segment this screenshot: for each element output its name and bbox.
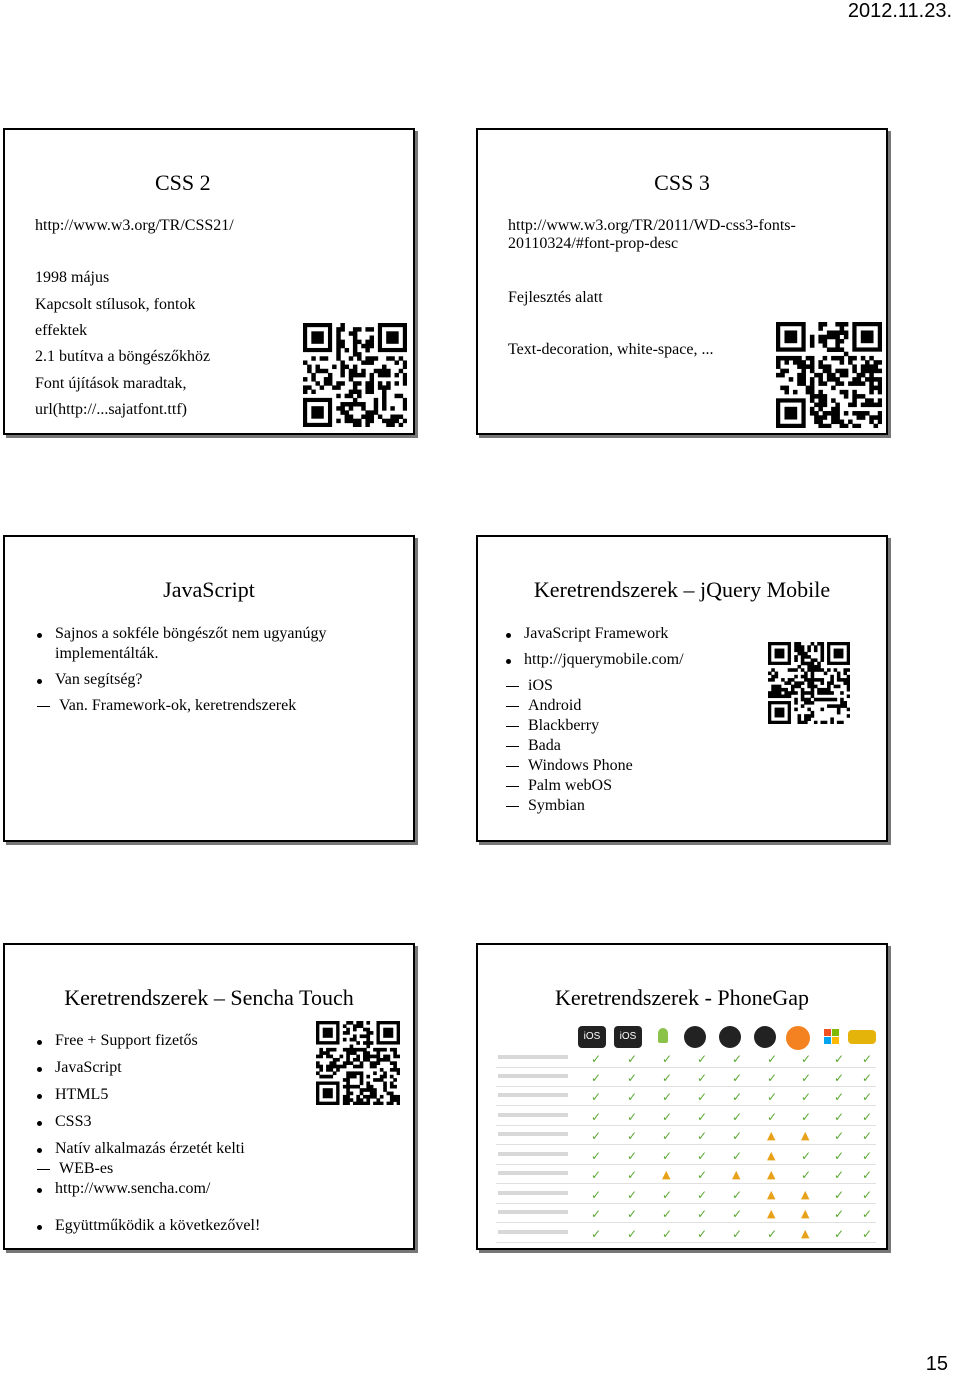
text-line: Font újítások maradtak, (35, 375, 187, 392)
check-icon: ✓ (627, 1188, 638, 1202)
platform-item: iOS (504, 676, 684, 696)
check-icon: ✓ (591, 1188, 602, 1202)
table-row (496, 1242, 876, 1243)
slide-css2 (3, 128, 415, 435)
text-line: effektek (35, 322, 88, 339)
check-icon: ✓ (801, 1110, 812, 1124)
check-icon: ✓ (862, 1188, 873, 1202)
list-item: implementálták. (55, 645, 159, 662)
check-icon: ✓ (862, 1227, 873, 1241)
platform-item: Symbian (504, 796, 684, 816)
qr-code (303, 323, 407, 427)
table-row (496, 1125, 876, 1126)
table-row (496, 1105, 876, 1106)
windows-icon (818, 1026, 846, 1048)
check-icon: ✓ (767, 1071, 778, 1085)
check-icon: ✓ (627, 1227, 638, 1241)
slide-sencha-touch (3, 943, 415, 1250)
ios-logo: iOS (578, 1026, 606, 1048)
platform-item: Palm webOS (504, 776, 684, 796)
check-icon: ✓ (732, 1110, 743, 1124)
slide-title: CSS 3 (654, 170, 710, 195)
check-icon: ✓ (834, 1129, 845, 1143)
list-item: JavaScript (35, 1058, 260, 1078)
check-icon: ✓ (697, 1090, 708, 1104)
row-label (498, 1230, 568, 1234)
warning-icon: ▲ (767, 1207, 776, 1220)
slide-title: CSS 2 (155, 170, 211, 195)
check-icon: ✓ (591, 1227, 602, 1241)
check-icon: ✓ (862, 1052, 873, 1066)
check-icon: ✓ (732, 1207, 743, 1221)
check-icon: ✓ (834, 1207, 845, 1221)
slide-title: Keretrendszerek – Sencha Touch (64, 985, 354, 1010)
check-icon: ✓ (732, 1227, 743, 1241)
check-icon: ✓ (697, 1071, 708, 1085)
warning-icon: ▲ (767, 1149, 776, 1162)
android-icon (649, 1026, 677, 1048)
row-label (498, 1132, 568, 1136)
row-label (498, 1055, 568, 1059)
check-icon: ✓ (627, 1207, 638, 1221)
slide-title: Keretrendszerek - PhoneGap (554, 985, 810, 1010)
list-item: CSS3 (35, 1112, 260, 1132)
table-row (496, 1203, 876, 1204)
check-icon: ✓ (834, 1110, 845, 1124)
check-icon: ✓ (662, 1188, 673, 1202)
warning-icon: ▲ (801, 1207, 810, 1220)
table-row (496, 1183, 876, 1184)
check-icon: ✓ (591, 1110, 602, 1124)
check-icon: ✓ (862, 1207, 873, 1221)
check-icon: ✓ (732, 1188, 743, 1202)
check-icon: ✓ (662, 1052, 673, 1066)
list-item: http://jquerymobile.com/ (504, 650, 684, 670)
check-icon: ✓ (801, 1071, 812, 1085)
table-row (496, 1222, 876, 1223)
list-item: Együttműködik a következővel! (35, 1216, 260, 1236)
check-icon: ✓ (627, 1071, 638, 1085)
check-icon: ✓ (662, 1071, 673, 1085)
row-label (498, 1074, 568, 1078)
warning-icon: ▲ (662, 1168, 671, 1181)
features-text: Text-decoration, white-space, ... (508, 341, 714, 358)
check-icon: ✓ (732, 1052, 743, 1066)
check-icon: ✓ (627, 1149, 638, 1163)
list-item: HTML5 (35, 1085, 260, 1105)
warning-icon: ▲ (801, 1188, 810, 1201)
check-icon: ✓ (591, 1052, 602, 1066)
check-icon: ✓ (834, 1227, 845, 1241)
text-line: url(http://...sajatfont.ttf) (35, 401, 187, 418)
list-item: JavaScript Framework (504, 624, 684, 644)
table-row (496, 1086, 876, 1087)
check-icon: ✓ (862, 1071, 873, 1085)
ios-logo: iOS (614, 1026, 642, 1048)
platform-item: Windows Phone (504, 756, 684, 776)
list-item: Free + Support fizetős (35, 1031, 260, 1051)
url-text: http://www.w3.org/TR/2011/WD-css3-fonts- (508, 217, 796, 234)
check-icon: ✓ (862, 1129, 873, 1143)
check-icon: ✓ (627, 1052, 638, 1066)
row-label (498, 1093, 568, 1097)
warning-icon: ▲ (767, 1168, 776, 1181)
platform-item: Bada (504, 736, 684, 756)
row-label (498, 1191, 568, 1195)
blackberry-icon (684, 1026, 706, 1048)
check-icon: ✓ (732, 1090, 743, 1104)
check-icon: ✓ (627, 1129, 638, 1143)
bullet-list (35, 624, 327, 716)
bullet-list (35, 1031, 260, 1236)
check-icon: ✓ (662, 1110, 673, 1124)
bullet-list (504, 624, 684, 816)
status-text: Fejlesztés alatt (508, 289, 603, 306)
qr-code (768, 642, 850, 724)
check-icon: ✓ (662, 1149, 673, 1163)
table-row (496, 1144, 876, 1145)
warning-icon: ▲ (767, 1129, 776, 1142)
platform-item: Android (504, 696, 684, 716)
check-icon: ✓ (732, 1149, 743, 1163)
text-line: 2.1 butítva a böngészőkhöz (35, 348, 211, 365)
check-icon: ✓ (662, 1090, 673, 1104)
url-text: 20110324/#font-prop-desc (508, 235, 679, 252)
check-icon: ✓ (834, 1090, 845, 1104)
warning-icon: ▲ (732, 1168, 741, 1181)
row-label (498, 1152, 568, 1156)
table-row (496, 1067, 876, 1068)
check-icon: ✓ (697, 1149, 708, 1163)
header-date: 2012.11.23. (847, 0, 952, 22)
check-icon: ✓ (662, 1207, 673, 1221)
row-label (498, 1113, 568, 1117)
check-icon: ✓ (697, 1052, 708, 1066)
check-icon: ✓ (591, 1168, 602, 1182)
row-label (498, 1210, 568, 1214)
check-icon: ✓ (662, 1227, 673, 1241)
check-icon: ✓ (834, 1071, 845, 1085)
text-line: Kapcsolt stílusok, fontok (35, 296, 196, 313)
warning-icon: ▲ (801, 1129, 810, 1142)
check-icon: ✓ (834, 1168, 845, 1182)
check-icon: ✓ (697, 1168, 708, 1182)
blackberry-icon (719, 1026, 741, 1048)
check-icon: ✓ (767, 1090, 778, 1104)
slide-phonegap (476, 943, 888, 1250)
check-icon: ✓ (591, 1149, 602, 1163)
check-icon: ✓ (862, 1168, 873, 1182)
check-icon: ✓ (591, 1129, 602, 1143)
check-icon: ✓ (591, 1071, 602, 1085)
check-icon: ✓ (697, 1110, 708, 1124)
check-icon: ✓ (862, 1090, 873, 1104)
check-icon: ✓ (627, 1110, 638, 1124)
check-icon: ✓ (801, 1090, 812, 1104)
check-icon: ✓ (697, 1207, 708, 1221)
check-icon: ✓ (591, 1207, 602, 1221)
sub-item: Van. Framework-ok, keretrendszerek (35, 696, 327, 716)
page-number: 15 (925, 1353, 948, 1375)
check-icon: ✓ (697, 1188, 708, 1202)
check-icon: ✓ (591, 1090, 602, 1104)
check-icon: ✓ (801, 1149, 812, 1163)
url-text: http://www.w3.org/TR/CSS21/ (35, 217, 234, 234)
check-icon: ✓ (627, 1090, 638, 1104)
check-icon: ✓ (732, 1071, 743, 1085)
phonegap-support-table (496, 1020, 876, 1242)
table-row (496, 1164, 876, 1165)
sub-item: WEB-es (35, 1159, 260, 1179)
slide-javascript (3, 535, 415, 842)
list-item: Natív alkalmazás érzetét kelti (35, 1139, 260, 1159)
check-icon: ✓ (834, 1149, 845, 1163)
check-icon: ✓ (767, 1052, 778, 1066)
warning-icon: ▲ (767, 1188, 776, 1201)
check-icon: ✓ (834, 1052, 845, 1066)
qr-code (316, 1021, 400, 1105)
check-icon: ✓ (662, 1129, 673, 1143)
slide-jquery-mobile (476, 535, 888, 842)
warning-icon: ▲ (801, 1227, 810, 1240)
check-icon: ✓ (732, 1129, 743, 1143)
slide-css3 (476, 128, 888, 435)
check-icon: ✓ (767, 1110, 778, 1124)
check-icon: ✓ (697, 1227, 708, 1241)
check-icon: ✓ (862, 1110, 873, 1124)
check-icon: ✓ (834, 1188, 845, 1202)
check-icon: ✓ (862, 1149, 873, 1163)
list-item: Sajnos a sokféle böngészőt nem ugyanúgy (35, 624, 327, 644)
slide-title: Keretrendszerek – jQuery Mobile (533, 577, 831, 602)
blackberry-icon (754, 1026, 776, 1048)
qr-code (776, 322, 882, 428)
list-item: Van segítség? (35, 670, 327, 690)
palm-logo (786, 1026, 810, 1050)
check-icon: ✓ (767, 1227, 778, 1241)
list-item: http://www.sencha.com/ (35, 1179, 260, 1199)
row-label (498, 1171, 568, 1175)
check-icon: ✓ (801, 1052, 812, 1066)
check-icon: ✓ (801, 1168, 812, 1182)
platform-item: Blackberry (504, 716, 684, 736)
check-icon: ✓ (627, 1168, 638, 1182)
slide-title: JavaScript (163, 577, 255, 602)
symbian-logo (848, 1030, 876, 1044)
text-line: 1998 május (35, 269, 110, 286)
check-icon: ✓ (697, 1129, 708, 1143)
